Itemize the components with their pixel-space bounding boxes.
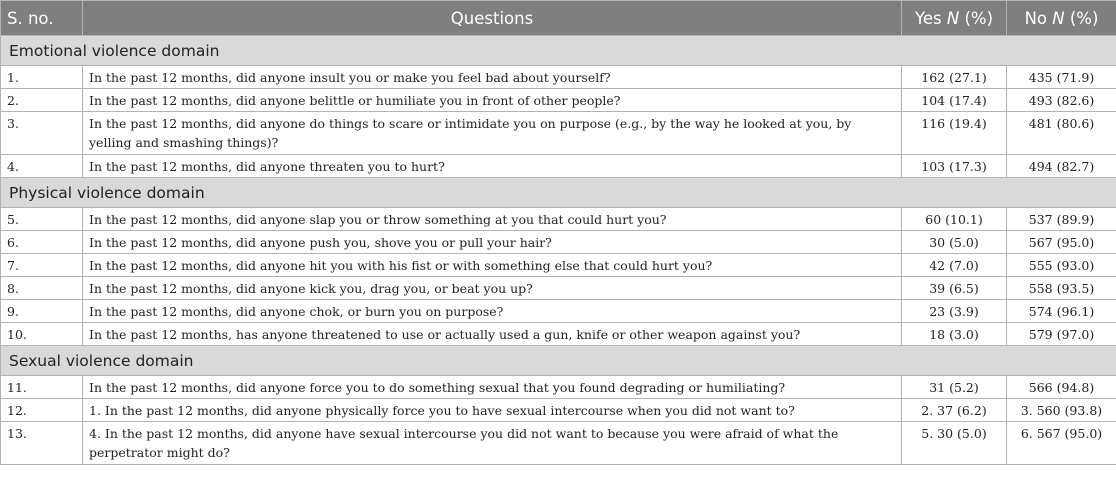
row-no-value: 566 (94.8) [1007, 376, 1116, 399]
row-yes-value: 39 (6.5) [902, 277, 1007, 300]
row-yes-value: 42 (7.0) [902, 254, 1007, 277]
table-row [1, 422, 1116, 465]
section-title: Emotional violence domain [1, 36, 1116, 66]
row-yes-value: 104 (17.4) [902, 89, 1007, 112]
table-row [1, 300, 1116, 323]
table-header [1, 1, 1116, 36]
row-question: In the past 12 months, did anyone kick you, drag you, or beat you up? [83, 277, 902, 300]
row-question: In the past 12 months, has anyone threatened to use or actually used a gun, knife or other weapon against you? [83, 323, 902, 346]
row-number: 5. [1, 208, 83, 231]
header-yes-label: Yes [914, 8, 947, 28]
row-yes-value: 18 (3.0) [902, 323, 1007, 346]
row-yes-value: 31 (5.2) [902, 376, 1007, 399]
row-question: 1. In the past 12 months, did anyone physically force you to have sexual intercourse when you did not want to? [83, 399, 902, 422]
row-question: In the past 12 months, did anyone slap you or throw something at you that could hurt you? [83, 208, 902, 231]
row-question: In the past 12 months, did anyone chok, or burn you on purpose? [83, 300, 902, 323]
row-number: 11. [1, 376, 83, 399]
table-row [1, 208, 1116, 231]
row-no-value: 493 (82.6) [1007, 89, 1116, 112]
header-sno: S. no. [1, 1, 83, 36]
row-number: 10. [1, 323, 83, 346]
row-no-value: 481 (80.6) [1007, 112, 1116, 155]
table-row [1, 399, 1116, 422]
table-row [1, 89, 1116, 112]
row-no-value: 567 (95.0) [1007, 231, 1116, 254]
row-number: 1. [1, 66, 83, 89]
row-yes-value: 162 (27.1) [902, 66, 1007, 89]
header-no-n: N [1052, 8, 1065, 28]
row-yes-value: 23 (3.9) [902, 300, 1007, 323]
row-no-value: 579 (97.0) [1007, 323, 1116, 346]
header-row [1, 1, 1116, 36]
row-yes-value: 5. 30 (5.0) [902, 422, 1007, 465]
row-question: In the past 12 months, did anyone push you, shove you or pull your hair? [83, 231, 902, 254]
row-yes-value: 30 (5.0) [902, 231, 1007, 254]
row-yes-value: 116 (19.4) [902, 112, 1007, 155]
section-row-emotional [1, 36, 1116, 66]
row-question: In the past 12 months, did anyone belittle or humiliate you in front of other people? [83, 89, 902, 112]
row-question: 4. In the past 12 months, did anyone have sexual intercourse you did not want to because you were afraid of what the perpetrator might do? [83, 422, 902, 465]
row-no-value: 3. 560 (93.8) [1007, 399, 1116, 422]
header-yes [902, 1, 1007, 36]
row-number: 8. [1, 277, 83, 300]
row-question: In the past 12 months, did anyone hit you with his fist or with something else that could hurt you? [83, 254, 902, 277]
row-question: In the past 12 months, did anyone threaten you to hurt? [83, 155, 902, 178]
header-no-pct: (%) [1064, 8, 1099, 28]
table-row [1, 231, 1116, 254]
table-row [1, 66, 1116, 89]
section-title: Physical violence domain [1, 178, 1116, 208]
row-number: 3. [1, 112, 83, 155]
row-question: In the past 12 months, did anyone do things to scare or intimidate you on purpose (e.g., by the way he looked at you, by yelling and smashing things)? [83, 112, 902, 155]
row-number: 6. [1, 231, 83, 254]
section-title: Sexual violence domain [1, 346, 1116, 376]
row-question: In the past 12 months, did anyone insult you or make you feel bad about yourself? [83, 66, 902, 89]
row-question: In the past 12 months, did anyone force you to do something sexual that you found degrading or humiliating? [83, 376, 902, 399]
table-row [1, 376, 1116, 399]
table-row [1, 112, 1116, 155]
row-number: 13. [1, 422, 83, 465]
header-no-label: No [1024, 8, 1053, 28]
section-row-physical [1, 178, 1116, 208]
row-no-value: 574 (96.1) [1007, 300, 1116, 323]
row-no-value: 6. 567 (95.0) [1007, 422, 1116, 465]
header-no [1007, 1, 1116, 36]
table-body [1, 36, 1116, 465]
row-yes-value: 60 (10.1) [902, 208, 1007, 231]
row-number: 7. [1, 254, 83, 277]
row-yes-value: 103 (17.3) [902, 155, 1007, 178]
section-row-sexual [1, 346, 1116, 376]
row-number: 12. [1, 399, 83, 422]
table-row [1, 323, 1116, 346]
table-row [1, 155, 1116, 178]
row-no-value: 435 (71.9) [1007, 66, 1116, 89]
header-yes-pct: (%) [959, 8, 994, 28]
row-yes-value: 2. 37 (6.2) [902, 399, 1007, 422]
row-number: 4. [1, 155, 83, 178]
header-questions: Questions [83, 1, 902, 36]
table-row [1, 277, 1116, 300]
row-number: 9. [1, 300, 83, 323]
row-no-value: 558 (93.5) [1007, 277, 1116, 300]
row-no-value: 537 (89.9) [1007, 208, 1116, 231]
table-row [1, 254, 1116, 277]
row-no-value: 494 (82.7) [1007, 155, 1116, 178]
header-yes-n: N [946, 8, 960, 28]
row-number: 2. [1, 89, 83, 112]
row-no-value: 555 (93.0) [1007, 254, 1116, 277]
